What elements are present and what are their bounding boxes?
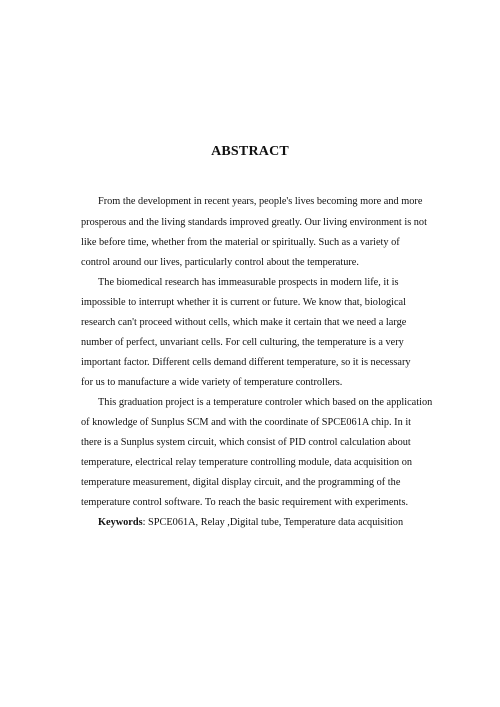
paragraph-3-line-1: This graduation project is a temperature controler which based on the application	[98, 397, 433, 408]
keywords-label: Keywords	[98, 517, 143, 528]
paragraph-3-line-5: temperature measurement, digital display circuit, and the programming of the	[81, 477, 401, 488]
paragraph-2-line-5: important factor. Different cells demand different temperature, so it is necessary	[81, 357, 411, 368]
paragraph-1-line-3: like before time, whether from the material or spiritually. Such as a variety of	[81, 237, 400, 248]
paragraph-2-line-4: number of perfect, unvariant cells. For cell culturing, the temperature is a very	[81, 337, 404, 348]
paragraph-3-line-3: there is a Sunplus system circuit, which consist of PID control calculation about	[81, 437, 411, 448]
paragraph-3-line-6: temperature control software. To reach the basic requirement with experiments.	[81, 497, 409, 508]
paragraph-2-line-3: research can't proceed without cells, which make it certain that we need a large	[81, 317, 407, 328]
paragraph-3-line-2: of knowledge of Sunplus SCM and with the coordinate of SPCE061A chip. In it	[81, 417, 412, 428]
keywords-line	[98, 516, 403, 529]
abstract-title: ABSTRACT	[211, 144, 289, 159]
paragraph-2-line-1: The biomedical research has immeasurable prospects in modern life, it is	[98, 277, 399, 288]
paragraph-1-line-1: From the development in recent years, people's lives becoming more and more	[98, 196, 423, 207]
paragraph-2-line-2: impossible to interrupt whether it is current or future. We know that, biological	[81, 297, 406, 308]
paragraph-1-line-2: prosperous and the living standards improved greatly. Our living environment is not	[81, 217, 427, 228]
paragraph-2-line-6: for us to manufacture a wide variety of temperature controllers.	[81, 377, 343, 388]
paragraph-3-line-4: temperature, electrical relay temperature controlling module, data acquisition on	[81, 457, 413, 468]
paragraph-1-line-4: control around our lives, particularly control about the temperature.	[81, 257, 359, 268]
keywords-text: : SPCE061A, Relay ,Digital tube, Temperature data acquisition	[142, 517, 404, 528]
